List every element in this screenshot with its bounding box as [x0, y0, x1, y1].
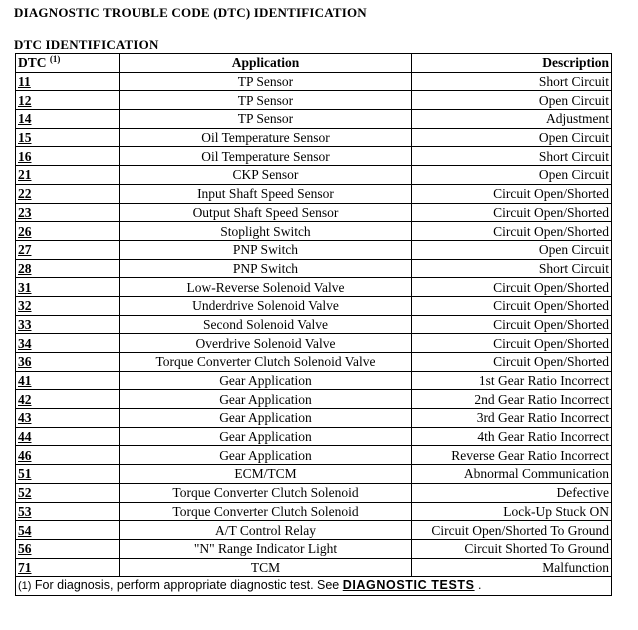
- application-cell: Torque Converter Clutch Solenoid Valve: [120, 353, 412, 372]
- description-cell: Circuit Open/Shorted: [412, 278, 612, 297]
- application-cell: Output Shaft Speed Sensor: [120, 203, 412, 222]
- application-cell: ECM/TCM: [120, 465, 412, 484]
- dtc-code-link[interactable]: 71: [16, 558, 120, 577]
- header-dtc-label: DTC: [18, 55, 47, 71]
- dtc-code-link[interactable]: 43: [16, 409, 120, 428]
- description-cell: Circuit Open/Shorted: [412, 222, 612, 241]
- table-row: [16, 240, 612, 259]
- description-cell: Circuit Open/Shorted: [412, 296, 612, 315]
- application-cell: TP Sensor: [120, 110, 412, 129]
- table-row: [16, 110, 612, 129]
- application-cell: Overdrive Solenoid Valve: [120, 334, 412, 353]
- description-cell: Short Circuit: [412, 72, 612, 91]
- description-cell: Circuit Open/Shorted: [412, 334, 612, 353]
- description-cell: Adjustment: [412, 110, 612, 129]
- application-cell: Gear Application: [120, 390, 412, 409]
- application-cell: Gear Application: [120, 446, 412, 465]
- dtc-table: [15, 53, 612, 596]
- footnote-text: For diagnosis, perform appropriate diagnostic test. See: [31, 578, 343, 593]
- table-row: [16, 184, 612, 203]
- application-cell: A/T Control Relay: [120, 521, 412, 540]
- description-cell: 3rd Gear Ratio Incorrect: [412, 409, 612, 428]
- dtc-code-link[interactable]: 56: [16, 539, 120, 558]
- dtc-code-link[interactable]: 42: [16, 390, 120, 409]
- description-cell: Open Circuit: [412, 166, 612, 185]
- description-cell: Circuit Open/Shorted: [412, 315, 612, 334]
- table-row: [16, 203, 612, 222]
- dtc-code-link[interactable]: 11: [16, 72, 120, 91]
- table-row: [16, 502, 612, 521]
- table-row: [16, 483, 612, 502]
- description-cell: Abnormal Communication: [412, 465, 612, 484]
- dtc-code-link[interactable]: 32: [16, 296, 120, 315]
- footnote-row: [16, 577, 612, 596]
- header-dtc-note: (1): [49, 54, 61, 65]
- application-cell: TP Sensor: [120, 91, 412, 110]
- table-row: [16, 147, 612, 166]
- application-cell: TP Sensor: [120, 72, 412, 91]
- application-cell: "N" Range Indicator Light: [120, 539, 412, 558]
- header-application: Application: [120, 54, 412, 73]
- page-title: DIAGNOSTIC TROUBLE CODE (DTC) IDENTIFICATION: [14, 5, 367, 20]
- application-cell: Oil Temperature Sensor: [120, 128, 412, 147]
- table-row: [16, 334, 612, 353]
- table-row: [16, 558, 612, 577]
- dtc-code-link[interactable]: 14: [16, 110, 120, 129]
- table-row: [16, 539, 612, 558]
- application-cell: Torque Converter Clutch Solenoid: [120, 483, 412, 502]
- table-row: [16, 446, 612, 465]
- header-description: Description: [412, 54, 612, 73]
- dtc-code-link[interactable]: 41: [16, 371, 120, 390]
- table-row: [16, 72, 612, 91]
- application-cell: PNP Switch: [120, 259, 412, 278]
- table-row: [16, 465, 612, 484]
- description-cell: 1st Gear Ratio Incorrect: [412, 371, 612, 390]
- application-cell: TCM: [120, 558, 412, 577]
- dtc-code-link[interactable]: 44: [16, 427, 120, 446]
- description-cell: Defective: [412, 483, 612, 502]
- dtc-code-link[interactable]: 46: [16, 446, 120, 465]
- dtc-code-link[interactable]: 36: [16, 353, 120, 372]
- dtc-code-link[interactable]: 28: [16, 259, 120, 278]
- dtc-code-link[interactable]: 53: [16, 502, 120, 521]
- application-cell: Low-Reverse Solenoid Valve: [120, 278, 412, 297]
- diagnostic-tests-link[interactable]: DIAGNOSTIC TESTS: [342, 578, 475, 593]
- dtc-code-link[interactable]: 26: [16, 222, 120, 241]
- application-cell: Torque Converter Clutch Solenoid: [120, 502, 412, 521]
- table-row: [16, 371, 612, 390]
- dtc-code-link[interactable]: 16: [16, 147, 120, 166]
- application-cell: Input Shaft Speed Sensor: [120, 184, 412, 203]
- table-header-row: [16, 54, 612, 73]
- dtc-code-link[interactable]: 51: [16, 465, 120, 484]
- dtc-code-link[interactable]: 27: [16, 240, 120, 259]
- table-row: [16, 259, 612, 278]
- description-cell: Circuit Open/Shorted: [412, 353, 612, 372]
- dtc-code-link[interactable]: 12: [16, 91, 120, 110]
- description-cell: Short Circuit: [412, 259, 612, 278]
- description-cell: Open Circuit: [412, 128, 612, 147]
- dtc-code-link[interactable]: 21: [16, 166, 120, 185]
- application-cell: Underdrive Solenoid Valve: [120, 296, 412, 315]
- application-cell: PNP Switch: [120, 240, 412, 259]
- description-cell: Lock-Up Stuck ON: [412, 502, 612, 521]
- header-dtc: [16, 54, 120, 73]
- application-cell: CKP Sensor: [120, 166, 412, 185]
- description-cell: Circuit Open/Shorted To Ground: [412, 521, 612, 540]
- application-cell: Second Solenoid Valve: [120, 315, 412, 334]
- table-row: [16, 409, 612, 428]
- dtc-code-link[interactable]: 34: [16, 334, 120, 353]
- description-cell: Circuit Shorted To Ground: [412, 539, 612, 558]
- table-row: [16, 521, 612, 540]
- description-cell: Open Circuit: [412, 240, 612, 259]
- description-cell: Short Circuit: [412, 147, 612, 166]
- table-row: [16, 390, 612, 409]
- table-row: [16, 315, 612, 334]
- dtc-code-link[interactable]: 33: [16, 315, 120, 334]
- dtc-code-link[interactable]: 52: [16, 483, 120, 502]
- table-row: [16, 128, 612, 147]
- table-row: [16, 353, 612, 372]
- table-row: [16, 166, 612, 185]
- footnote-marker: (1): [18, 580, 32, 593]
- description-cell: Circuit Open/Shorted: [412, 203, 612, 222]
- description-cell: Circuit Open/Shorted: [412, 184, 612, 203]
- dtc-code-link[interactable]: 23: [16, 203, 120, 222]
- table-row: [16, 296, 612, 315]
- description-cell: 2nd Gear Ratio Incorrect: [412, 390, 612, 409]
- dtc-code-link[interactable]: 54: [16, 521, 120, 540]
- application-cell: Gear Application: [120, 409, 412, 428]
- application-cell: Gear Application: [120, 371, 412, 390]
- description-cell: Malfunction: [412, 558, 612, 577]
- dtc-code-link[interactable]: 31: [16, 278, 120, 297]
- table-row: [16, 278, 612, 297]
- footnote-end: .: [474, 578, 482, 593]
- table-row: [16, 222, 612, 241]
- description-cell: Reverse Gear Ratio Incorrect: [412, 446, 612, 465]
- section-title: DTC IDENTIFICATION: [14, 37, 159, 52]
- description-cell: Open Circuit: [412, 91, 612, 110]
- dtc-table-body: [16, 72, 612, 577]
- application-cell: Stoplight Switch: [120, 222, 412, 241]
- dtc-code-link[interactable]: 22: [16, 184, 120, 203]
- dtc-code-link[interactable]: 15: [16, 128, 120, 147]
- application-cell: Oil Temperature Sensor: [120, 147, 412, 166]
- table-row: [16, 427, 612, 446]
- application-cell: Gear Application: [120, 427, 412, 446]
- description-cell: 4th Gear Ratio Incorrect: [412, 427, 612, 446]
- table-row: [16, 91, 612, 110]
- footnote: [16, 577, 612, 596]
